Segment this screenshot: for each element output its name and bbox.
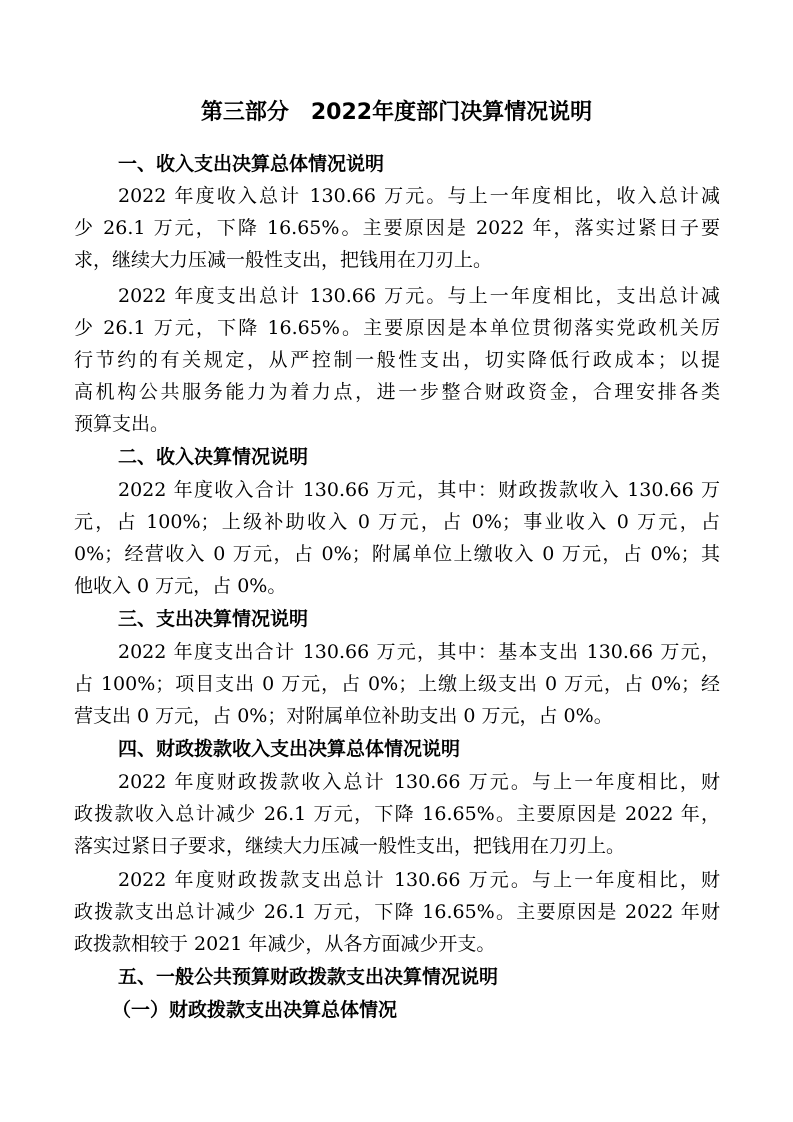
paragraph-line: 营支出 0 万元，占 0%；对附属单位补助支出 0 万元，占 0%。 [74, 705, 613, 727]
section-heading-1: 一、收入支出决算总体情况说明 [118, 153, 385, 175]
paragraph-line: 2022 年度财政拨款支出总计 130.66 万元。与上一年度相比，财 [118, 869, 720, 891]
paragraph-line: 预算支出。 [74, 413, 170, 435]
paragraph-line: 政拨款相较于 2021 年减少，从各方面减少开支。 [74, 933, 496, 955]
section-heading-5: 五、一般公共预算财政拨款支出决算情况说明 [118, 966, 499, 988]
paragraph-line: 求，继续大力压减一般性支出，把钱用在刀刃上。 [74, 249, 493, 271]
paragraph-line: 2022 年度支出总计 130.66 万元。与上一年度相比，支出总计减 [118, 285, 720, 307]
paragraph-line: 政拨款支出总计减少 26.1 万元，下降 16.65%。主要原因是 2022 年财 [74, 901, 720, 923]
paragraph-line: 元，占 100%；上级补助收入 0 万元，占 0%；事业收入 0 万元，占 [74, 511, 720, 533]
section-heading-2: 二、收入决算情况说明 [118, 446, 309, 468]
paragraph-line: 行节约的有关规定，从严控制一般性支出，切实降低行政成本；以提 [74, 349, 720, 371]
paragraph-line: 2022 年度财政拨款收入总计 130.66 万元。与上一年度相比，财 [118, 771, 720, 793]
paragraph-line: 政拨款收入总计减少 26.1 万元，下降 16.65%。主要原因是 2022 年， [74, 803, 720, 825]
paragraph-line: 落实过紧日子要求，继续大力压减一般性支出，把钱用在刀刃上。 [74, 835, 626, 857]
paragraph-line: 少 26.1 万元，下降 16.65%。主要原因是本单位贯彻落实党政机关厉 [74, 317, 720, 339]
page-title: 第三部分 2022年度部门决算情况说明 [200, 100, 593, 125]
paragraph-line: 2022 年度收入合计 130.66 万元，其中：财政拨款收入 130.66 万 [118, 479, 720, 501]
paragraph-line: 他收入 0 万元，占 0%。 [74, 575, 287, 597]
section-heading-3: 三、支出决算情况说明 [118, 608, 309, 630]
subsection-heading: （一）财政拨款支出决算总体情况 [112, 999, 398, 1021]
paragraph-line: 2022 年度支出合计 130.66 万元，其中：基本支出 130.66 万元， [118, 641, 720, 663]
paragraph-line: 高机构公共服务能力为着力点，进一步整合财政资金，合理安排各类 [74, 381, 720, 403]
paragraph-line: 占 100%；项目支出 0 万元，占 0%；上缴上级支出 0 万元，占 0%；经 [74, 673, 720, 695]
paragraph-line: 2022 年度收入总计 130.66 万元。与上一年度相比，收入总计减 [118, 185, 720, 207]
paragraph-line: 少 26.1 万元，下降 16.65%。主要原因是 2022 年，落实过紧日子要 [74, 217, 720, 239]
paragraph-line: 0%；经营收入 0 万元，占 0%；附属单位上缴收入 0 万元，占 0%；其 [74, 543, 720, 565]
section-heading-4: 四、财政拨款收入支出决算总体情况说明 [118, 738, 461, 760]
